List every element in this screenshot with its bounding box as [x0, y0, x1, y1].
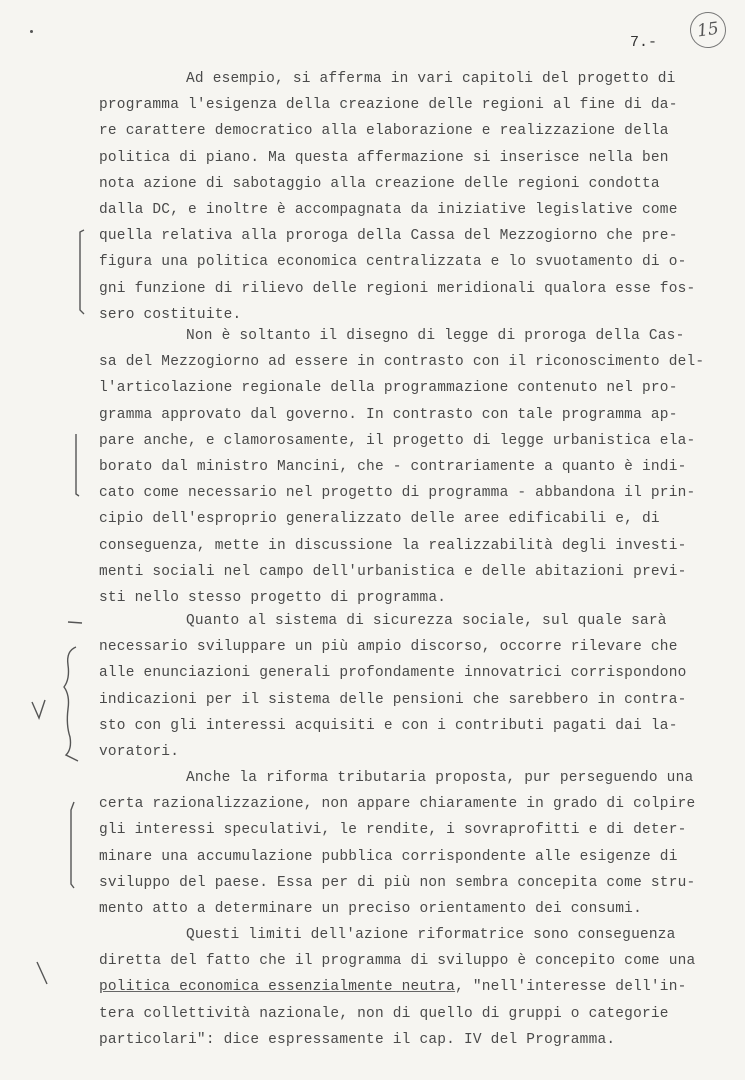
paragraph-5: [99, 922, 696, 1053]
text-line: pare anche, e clamorosamente, il progetto di legge urbanistica ela-: [99, 432, 696, 449]
text-line: politica di piano. Ma questa affermazione si inserisce nella ben: [99, 149, 669, 166]
margin-bracket-mark: [74, 228, 88, 318]
text-line: particolari": dice espressamente il cap. IV del Programma.: [99, 1031, 616, 1048]
text-line: l'articolazione regionale della programmazione contenuto nel pro-: [99, 380, 678, 397]
text-line: sti nello stesso progetto di programma.: [99, 589, 447, 606]
text-line: quella relativa alla proroga della Cassa del Mezzogiorno che pre-: [99, 228, 678, 245]
text-line: cato come necessario nel progetto di programma - abbandona il prin-: [99, 485, 696, 502]
text-line: indicazioni per il sistema delle pensioni che sarebbero in contra-: [99, 691, 687, 708]
text-line: dalla DC, e inoltre è accompagnata da iniziative legislative come: [99, 201, 678, 218]
ink-dot: [30, 30, 33, 33]
text-line: Non è soltanto il disegno di legge di proroga della Cas-: [186, 328, 685, 344]
text-line: menti sociali nel campo dell'urbanistica e delle abitazioni previ-: [99, 563, 687, 580]
text-line: programma l'esigenza della creazione delle regioni al fine di da-: [99, 97, 678, 114]
text-fragment: , "nell'interesse dell'in-: [455, 979, 687, 996]
text-line: figura una politica economica centralizzata e lo svuotamento di o-: [99, 254, 687, 271]
page-stamp: [688, 10, 729, 51]
paragraph-2: [99, 323, 705, 611]
paragraph-1: [99, 66, 696, 328]
margin-dash-mark: [66, 616, 84, 628]
text-line: conseguenza, mette in discussione la realizzabilità degli investi-: [99, 537, 687, 554]
text-line: tera collettività nazionale, non di quello di gruppi o categorie: [99, 1005, 669, 1022]
text-line: borato dal ministro Mancini, che - contrariamente a quanto è indi-: [99, 458, 687, 475]
margin-checkmark: [30, 698, 48, 722]
text-line: necessario sviluppare un più ampio discorso, occorre rilevare che: [99, 639, 678, 656]
stamp-number: 15: [695, 18, 721, 42]
text-line: gni funzione di rilievo delle regioni meridionali qualora esse fos-: [99, 280, 696, 297]
paragraph-4: [99, 765, 696, 922]
text-line: mento atto a determinare un preciso orientamento dei consumi.: [99, 900, 642, 917]
margin-bracket-mark: [64, 800, 78, 890]
text-line: re carattere democratico alla elaborazione e realizzazione della: [99, 123, 669, 140]
text-line: gli interessi speculativi, le rendite, i sovraprofitti e di deter-: [99, 822, 687, 839]
text-line: minare una accumulazione pubblica corrispondente alle esigenze di: [99, 848, 678, 865]
text-line: diretta del fatto che il programma di sviluppo è concepito come una: [99, 953, 696, 970]
text-line: Quanto al sistema di sicurezza sociale, sul quale sarà: [186, 613, 667, 629]
text-line: cipio dell'esproprio generalizzato delle aree edificabili e, di: [99, 511, 660, 528]
underlined-phrase: politica economica essenzialmente neutra: [99, 979, 456, 996]
text-line: voratori.: [99, 743, 180, 760]
text-line: Questi limiti dell'azione riformatrice sono conseguenza: [186, 927, 676, 943]
text-line: Anche la riforma tributaria proposta, pur perseguendo una: [186, 770, 694, 786]
text-line: sa del Mezzogiorno ad essere in contrasto con il riconoscimento del-: [99, 354, 705, 371]
text-line: alle enunciazioni generali profondamente innovatrici corrispondono: [99, 665, 687, 682]
margin-brace-mark: [58, 645, 82, 765]
paragraph-3: [99, 608, 689, 765]
margin-bracket-mark: [70, 432, 84, 498]
text-line: Ad esempio, si afferma in vari capitoli del progetto di: [186, 71, 676, 87]
text-line: certa razionalizzazione, non appare chiaramente in grado di colpire: [99, 796, 696, 813]
text-line: sto con gli interessi acquisiti e con i contributi pagati dai la-: [99, 717, 678, 734]
text-line: nota azione di sabotaggio alla creazione delle regioni condotta: [99, 175, 660, 192]
text-line: sero costituite.: [99, 306, 242, 323]
page-number: 7.-: [630, 34, 658, 51]
text-line: sviluppo del paese. Essa per di più non sembra concepita come stru-: [99, 874, 696, 891]
text-line: gramma approvato dal governo. In contrasto con tale programma ap-: [99, 406, 678, 423]
margin-slash-mark: [34, 960, 50, 988]
text-line: [99, 974, 689, 1000]
